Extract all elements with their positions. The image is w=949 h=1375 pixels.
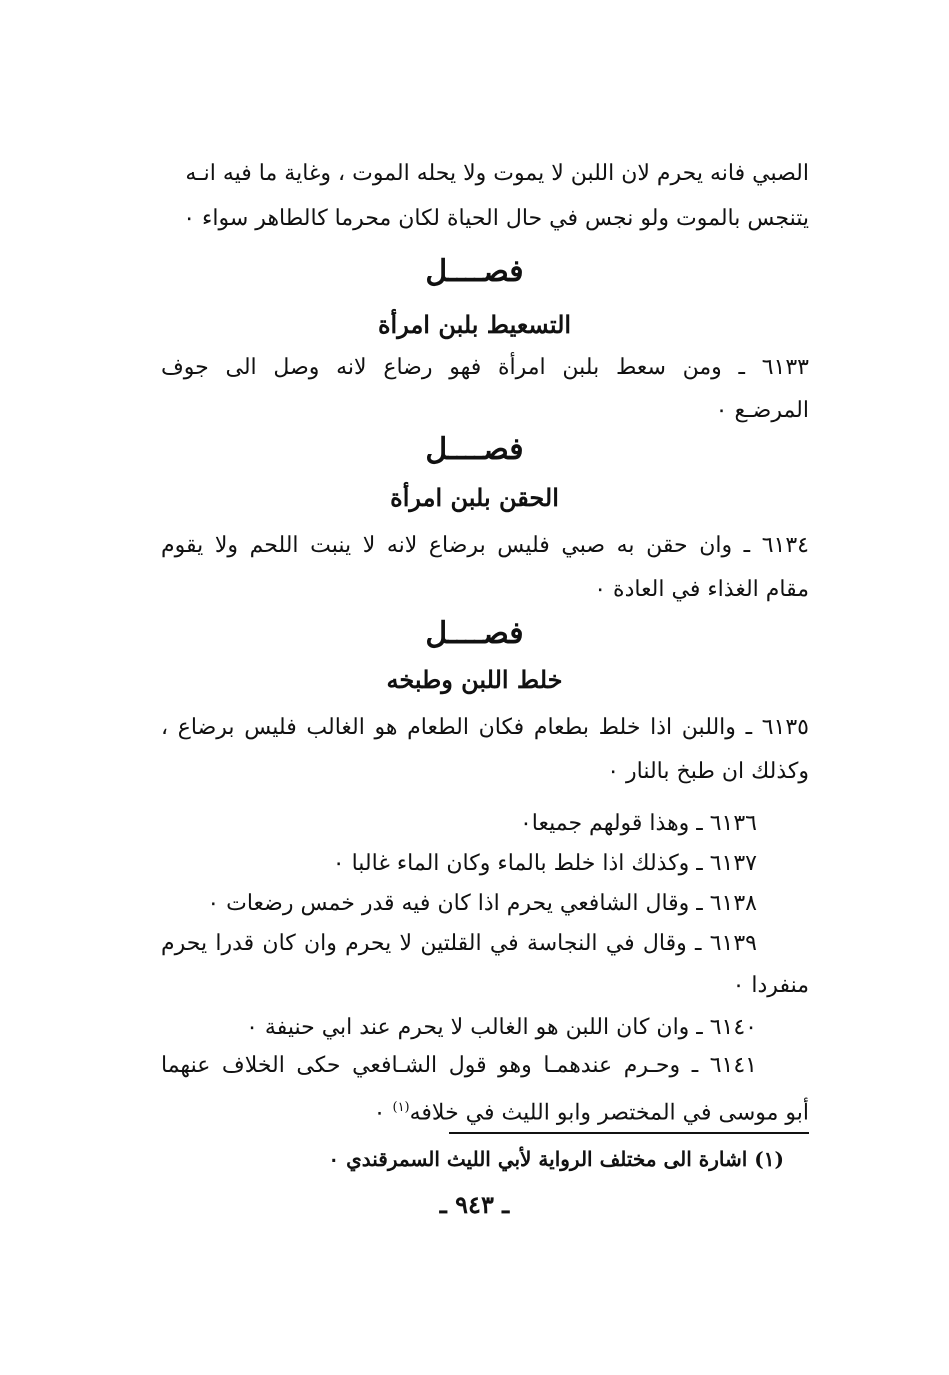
paragraph-6138: ٦١٣٨ ـ وقال الشافعي يحرم اذا كان فيه قدر خمس رضعات ٠ [207,891,757,916]
paragraph-6137: ٦١٣٧ ـ وكذلك اذا خلط بالماء وكان الماء غالبا ٠ [332,851,757,876]
section-3-fasl-heading: فصــــل [425,616,524,651]
paragraph-6141-line-1: ٦١٤١ ـ وحـرم عندهمـا وهو قول الشـافعي حكى الخلاف عنهما [161,1053,757,1078]
footnote-reference: (١) [392,1100,410,1115]
section-1-fasl-heading: فصــــل [425,254,524,289]
section-2-title: الحقن بلبن امرأة [390,483,559,512]
paragraph-6139-line-1: ٦١٣٩ ـ وقال في النجاسة في القلتين لا يحرم وان كان قدرا يحرم [161,931,757,956]
paragraph-6141-line-2 [374,1092,809,1129]
paragraph-6141-line-2-text: أبو موسى في المختصر وابو الليث في خلافه [409,1100,809,1126]
intro-line-1: الصبي فانه يحرم لان اللبن لا يموت ولا يحله الموت ، وغاية ما فيه انـه [185,161,809,186]
paragraph-6135-line-2: وكذلك ان طبخ بالنار ٠ [607,759,809,784]
paragraph-6135-line-1: ٦١٣٥ ـ واللبن اذا خلط بطعام فكان الطعام هو الغالب فليس برضاع ، [161,715,809,740]
paragraph-6140: ٦١٤٠ ـ وان كان اللبن هو الغالب لا يحرم عند ابي حنيفة ٠ [246,1015,757,1040]
paragraph-end-mark: ٠ [373,1100,393,1126]
section-2-fasl-heading: فصــــل [425,432,524,467]
paragraph-6134-line-2: مقام الغذاء في العادة ٠ [594,577,809,602]
paragraph-6136: ٦١٣٦ ـ وهذا قولهم جميعا٠ [519,811,757,836]
intro-line-2: يتنجس بالموت ولو نجس في حال الحياة لكان محرما كالطاهر سواء ٠ [183,206,809,231]
footnote-separator [449,1132,809,1134]
paragraph-6133-line-2: المرضـع ٠ [715,398,809,423]
footnote-1: (١) اشارة الى مختلف الرواية لأبي الليث السمرقندي ٠ [328,1147,784,1171]
paragraph-6139-line-2: منفردا ٠ [732,973,809,998]
paragraph-6134-line-1: ٦١٣٤ ـ وان حقن به صبي فليس برضاع لانه لا ينبت اللحم ولا يقوم [161,533,809,558]
section-1-title: التسعيط بلبن امرأة [377,310,572,339]
paragraph-6133-line-1: ٦١٣٣ ـ ومن سعط بلبن امرأة فهو رضاع لانه وصل الى جوف [161,355,809,380]
section-3-title: خلط اللبن وطبخه [386,665,563,694]
page-number: ـ ٩٤٣ ـ [439,1190,510,1219]
